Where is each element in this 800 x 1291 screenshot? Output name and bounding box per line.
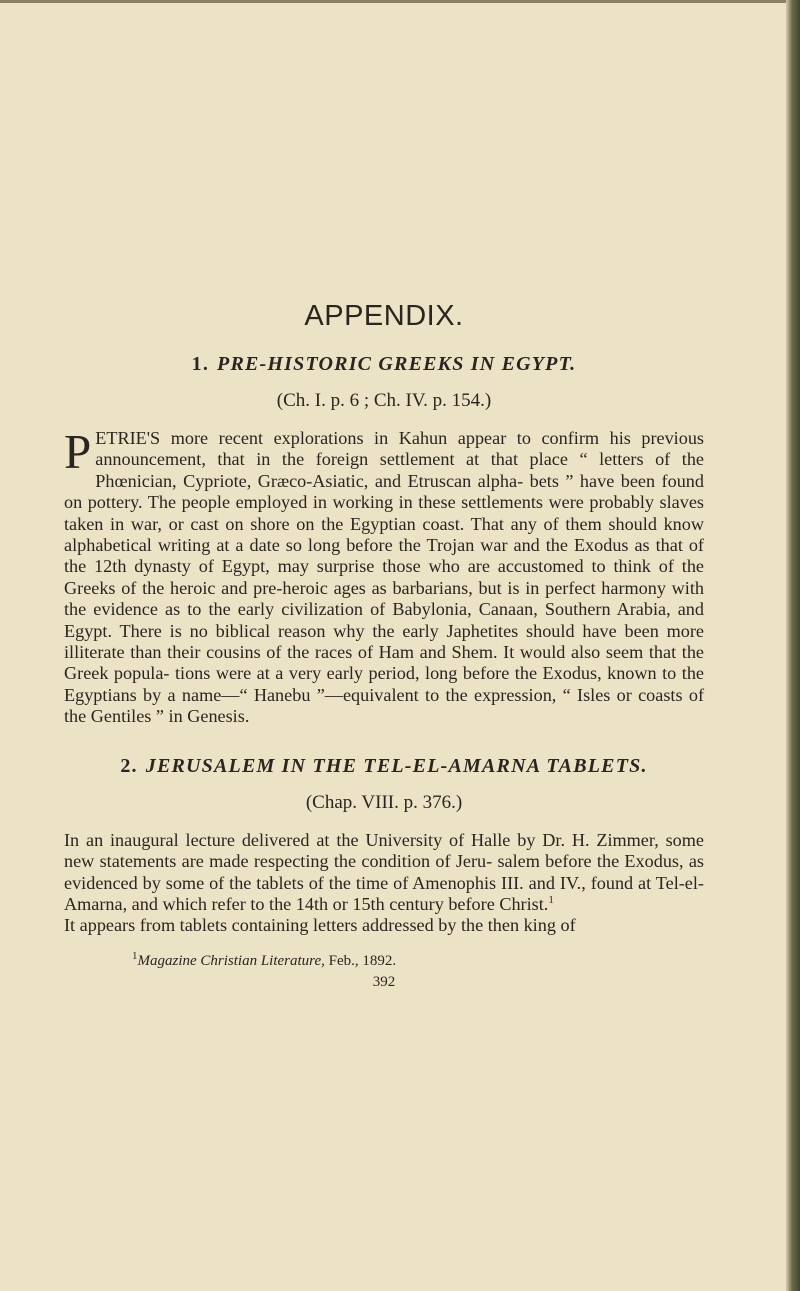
section-2-paragraph-2: [64, 915, 704, 936]
section-2: [64, 755, 704, 937]
section-1-number: 1.: [191, 353, 210, 375]
page-content: [64, 300, 704, 991]
section-1-text: more recent explorations in Kahun appear to confirm his previous announcement, that in the foreign settlement at that place “ letters of the Phœnician, Cypriote, Græco-Asiatic, and Etruscan alpha- bets ” have been found on pottery. The people employed in working in these settlements were probably slaves taken in war, or cast on shore on the Egyptian coast. That any of them should know alphabetical writing at a date so long before the Trojan war and the Exodus as that of the 12th dynasty of Egypt, may surprise those who are accustomed to think of the Greeks of the heroic and pre-heroic ages as barbarians, but is in perfect harmony with the evidence as to the early civilization of Babylonia, Canaan, Southern Arabia, and Egypt. There is no biblical reason why the early Japhetites should have been more illiterate than their cousins of the races of Ham and Shem. It would also seem that the Greek popula- tions were at a very early period, long before the Exodus, known to the Egyptians by a name—“ Hanebu ”—equivalent to the expression, “ Isles or coasts of the Gentiles ” in Genesis.: [64, 428, 704, 727]
section-2-heading: [64, 755, 704, 778]
section-2-title: JERUSALEM IN THE TEL-EL-AMARNA TABLETS.: [145, 754, 648, 777]
drop-cap-word-rest: ETRIE'S: [95, 428, 161, 448]
section-2-number: 2.: [120, 754, 138, 777]
drop-cap: P: [64, 424, 92, 479]
section-1: [64, 353, 704, 728]
section-2-paragraph-2-text: It appears from tablets containing letters addressed by the then king of: [64, 915, 576, 936]
footnote-date: Feb., 1892.: [324, 952, 397, 969]
page-number: 392: [372, 973, 396, 990]
section-1-paragraph: [64, 424, 704, 728]
section-2-paragraph-1: [64, 830, 704, 916]
footnote-marker: 1: [132, 949, 138, 962]
section-2-paragraph-1-text: In an inaugural lecture delivered at the University of Halle by Dr. H. Zimmer, some new statements are made respecting the condition of Jeru- salem before the Exodus, as evidenced by some of the tablets of the time of Amenophis III. and IV., found at Tel-el-Amarna, and which refer to the 14th or 15th century before Christ.: [64, 829, 704, 914]
section-1-heading: [64, 353, 704, 376]
section-2-reference: (Chap. VIII. p. 376.): [305, 791, 463, 813]
page-binding-edge: [786, 0, 800, 1291]
appendix-title: APPENDIX.: [304, 300, 464, 332]
footnote: [64, 949, 704, 970]
section-1-title: PRE-HISTORIC GREEKS IN EGYPT.: [217, 353, 577, 375]
page-top-edge: [0, 0, 800, 3]
footnote-source: Magazine Christian Literature,: [137, 952, 325, 969]
footnote-reference: 1: [548, 893, 554, 906]
section-1-reference: (Ch. I. p. 6 ; Ch. IV. p. 154.): [276, 390, 492, 411]
